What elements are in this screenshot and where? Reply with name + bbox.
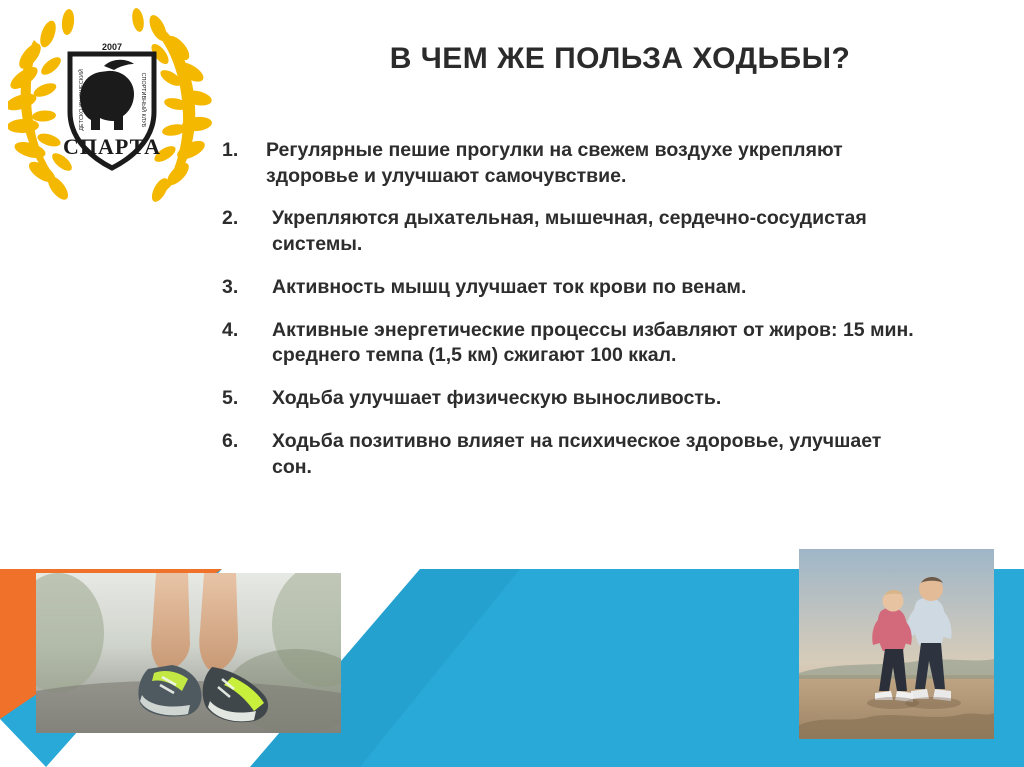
list-item [222, 138, 922, 189]
svg-text:ДЕТСКО-ЮНОШЕСКИЙ: ДЕТСКО-ЮНОШЕСКИЙ [79, 69, 85, 131]
list-item-text: Активность мышц улучшает ток крови по венам. [272, 275, 747, 298]
list-item-number: 2. [222, 207, 239, 230]
list-item-number: 4. [222, 318, 239, 341]
list-item [222, 386, 922, 412]
emblem-year: 2007 [101, 42, 123, 52]
list-item-text: Регулярные пешие прогулки на свежем воздухе укрепляют здоровье и улучшают самочувствие. [266, 139, 843, 187]
list-item-text: Активные энергетические процессы избавляют от жиров: 15 мин. среднего темпа (1,5 км) сжигают 100 ккал. [272, 318, 914, 367]
list-item-number: 5. [222, 387, 239, 410]
sparta-logo [8, 8, 216, 208]
photo-walking-shoes [36, 573, 341, 733]
list-item-number: 1. [222, 139, 239, 161]
list-item-number: 6. [222, 429, 239, 452]
photo-walking-couple [799, 549, 994, 739]
list-item-text: Ходьба улучшает физическую выносливость. [272, 387, 722, 410]
list-item-text: Укрепляются дыхательная, мышечная, сердечно-сосудистая системы. [272, 207, 867, 256]
list-item [222, 429, 922, 480]
benefits-list [222, 138, 922, 497]
page-title: В ЧЕМ ЖЕ ПОЛЬЗА ХОДЬБЫ? [389, 42, 851, 75]
list-item-number: 3. [222, 275, 239, 298]
list-item [222, 206, 922, 257]
svg-text:СПОРТИВНЫЙ КЛУБ: СПОРТИВНЫЙ КЛУБ [140, 72, 146, 128]
list-item [222, 275, 922, 301]
list-item-text: Ходьба позитивно влияет на психическое здоровье, улучшает сон. [272, 429, 882, 478]
emblem-name: СПАРТА [62, 134, 162, 159]
list-item [222, 318, 922, 369]
